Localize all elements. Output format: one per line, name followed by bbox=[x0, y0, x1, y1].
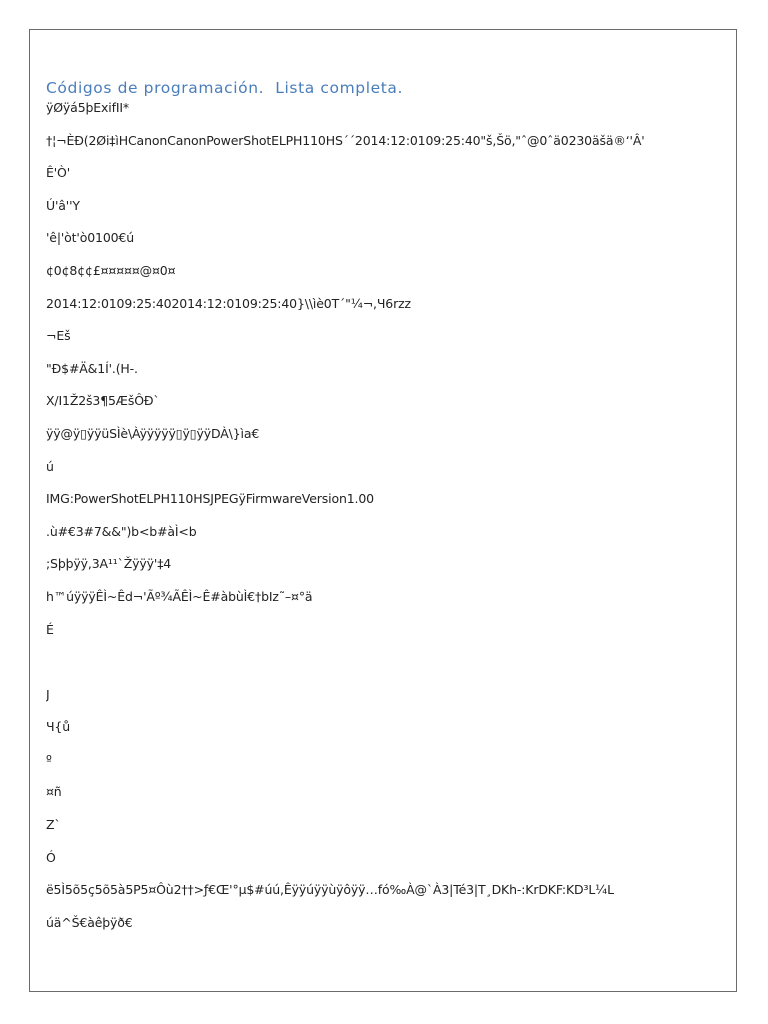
text-line: 2014:12:0109:25:402014:12:0109:25:40}\\ìè0T´"¼¬,Ч6rzz bbox=[46, 295, 411, 311]
text-line: Ê'Ò' bbox=[46, 165, 71, 181]
text-line: 'ê|'òt'ò0100€ú bbox=[46, 230, 134, 246]
document-title: Códigos de programación. Lista completa. bbox=[46, 79, 404, 97]
text-line: ¢0¢8¢¢£¤¤¤¤¤@¤0¤ bbox=[46, 262, 176, 278]
text-line: h™úÿÿÿÊÌ~Êd¬'Ãº¾ÃÊÌ~Ê#àbùÌ€†bIz˜–¤°ä bbox=[46, 588, 313, 604]
text-lines bbox=[46, 99, 732, 946]
text-line: ¬Eš bbox=[46, 328, 71, 344]
text-line: IMG:PowerShotELPH110HSJPEGÿFirmwareVersion1.00 bbox=[46, 491, 374, 507]
text-line: úä^Š€àêþÿð€ bbox=[46, 914, 133, 930]
text-line: J bbox=[46, 686, 50, 702]
text-line: Ú'â''Y bbox=[46, 197, 80, 213]
text-line: ÿØÿá5þExifII* bbox=[46, 100, 130, 115]
text-line: É bbox=[46, 621, 54, 637]
text-line bbox=[46, 653, 732, 686]
text-line: Z` bbox=[46, 817, 61, 833]
text-line: "Ð$#Ä&1Í'.(H-. bbox=[46, 360, 138, 376]
text-line: ë5Ì5õ5ç5õ5à5P5¤Ôù2††>ƒ€Œ'°µ$#úú,Êÿÿúÿÿùÿôÿÿ…fó‰À@`À3|Té3|T¸DKh-:KrDKF:KD³L¼L bbox=[46, 882, 614, 898]
text-line: Ó bbox=[46, 849, 56, 865]
text-line: †¦¬ÈÐ(2Øi‡ìHCanonCanonPowerShotELPH110HS´´2014:12:0109:25:40"š,Šö,"ˆ@0ˆä0230äšä®‘'Â' bbox=[46, 132, 645, 148]
text-line: Ч{ů bbox=[46, 719, 70, 735]
document-page bbox=[29, 29, 737, 992]
text-line: .ù#€3#7&&")b<b#àÌ<b bbox=[46, 523, 197, 539]
text-line: X/I1Ž2š3¶5ÆšÔÐ` bbox=[46, 393, 160, 409]
text-line: ú bbox=[46, 458, 54, 474]
text-line: ¤ñ bbox=[46, 784, 62, 800]
text-line: ÿÿ@ÿ▯ÿÿüSÌè\Àÿÿÿÿÿ▯ÿ▯ÿÿDÀ\}ìa€ bbox=[46, 425, 260, 441]
text-line: º bbox=[46, 751, 52, 767]
text-line: ;Sþþÿÿ,3A¹¹`Žÿÿÿ'‡4 bbox=[46, 556, 172, 572]
